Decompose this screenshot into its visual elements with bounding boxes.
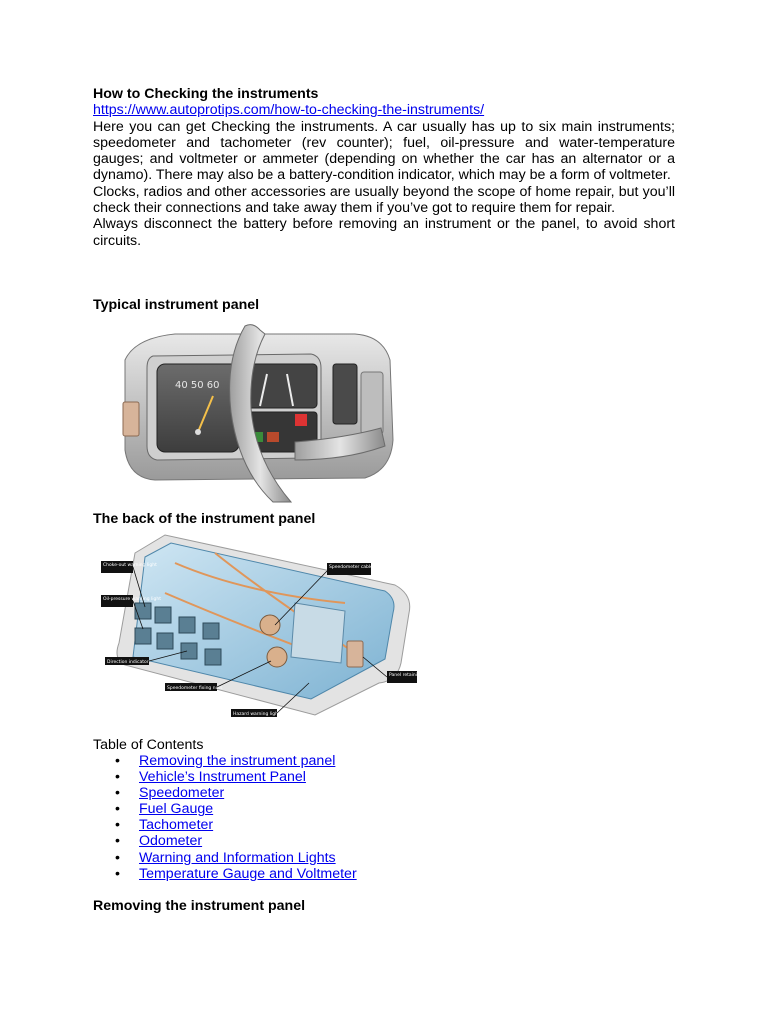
toc-item (93, 785, 357, 801)
paragraph-battery: Always disconnect the battery before removing an instrument or the panel, to avoid short circuits. (93, 216, 675, 249)
toc-item (93, 850, 357, 866)
label-choke-warning: Choke-out warning light (103, 563, 157, 568)
toc-link-odometer[interactable]: Odometer (139, 833, 203, 850)
typical-instrument-panel-image (115, 320, 405, 506)
toc-item (93, 833, 357, 849)
toc-link-temperature-voltmeter[interactable]: Temperature Gauge and Voltmeter (139, 865, 357, 882)
paragraph-accessories: Clocks, radios and other accessories are usually beyond the scope of home repair, but you’ll check their connections and take away them if you’ve got to require them for repair. (93, 183, 675, 217)
toc-link-fuel-gauge[interactable]: Fuel Gauge (139, 801, 214, 818)
toc-link-removing-panel[interactable]: Removing the instrument panel (139, 753, 336, 769)
paragraph-intro: Here you can get Checking the instruments. A car usually has up to six main instruments; speedometer and tachometer (rev counter); fuel, oil-pressure and water-temperature gauges; and voltmeter or ammeter (depending on whether the car has an alternator or a dynamo). There may also be a battery-condition indicator, which may be a form of voltmeter. (93, 118, 675, 184)
toc-link-speedometer[interactable]: Speedometer (139, 785, 225, 802)
article-title: How to Checking the instruments (93, 86, 319, 102)
article-source-link[interactable]: https://www.autoprotips.com/how-to-checking-the-instruments/ (93, 102, 485, 119)
label-panel-clip: Panel retaining clip (389, 673, 432, 678)
table-of-contents (93, 753, 357, 882)
heading-typical-panel: Typical instrument panel (93, 297, 260, 313)
label-oil-warning: Oil-pressure warning light (103, 597, 161, 602)
toc-item (93, 753, 357, 769)
label-speedometer-cable: Speedometer cable drive connection (329, 565, 412, 570)
label-direction-indicator: Direction indicator (107, 660, 149, 665)
toc-link-vehicle-panel[interactable]: Vehicle’s Instrument Panel (139, 769, 306, 786)
svg-text:40 50 60: 40 50 60 (175, 380, 220, 391)
toc-item (93, 769, 357, 785)
toc-item (93, 817, 357, 833)
toc-item (93, 801, 357, 817)
heading-removing-panel: Removing the instrument panel (93, 898, 306, 914)
toc-link-warning-lights[interactable]: Warning and Information Lights (139, 849, 336, 866)
instrument-panel-back-image (95, 533, 432, 720)
toc-item (93, 866, 357, 882)
toc-link-tachometer[interactable]: Tachometer (139, 817, 214, 834)
toc-title: Table of Contents (93, 737, 204, 753)
article-body (93, 86, 675, 249)
label-speedometer-nuts: Speedometer fixing nuts (167, 686, 223, 691)
label-hazard-lights: Hazard warning lights (233, 712, 283, 717)
heading-back-panel: The back of the instrument panel (93, 511, 316, 527)
